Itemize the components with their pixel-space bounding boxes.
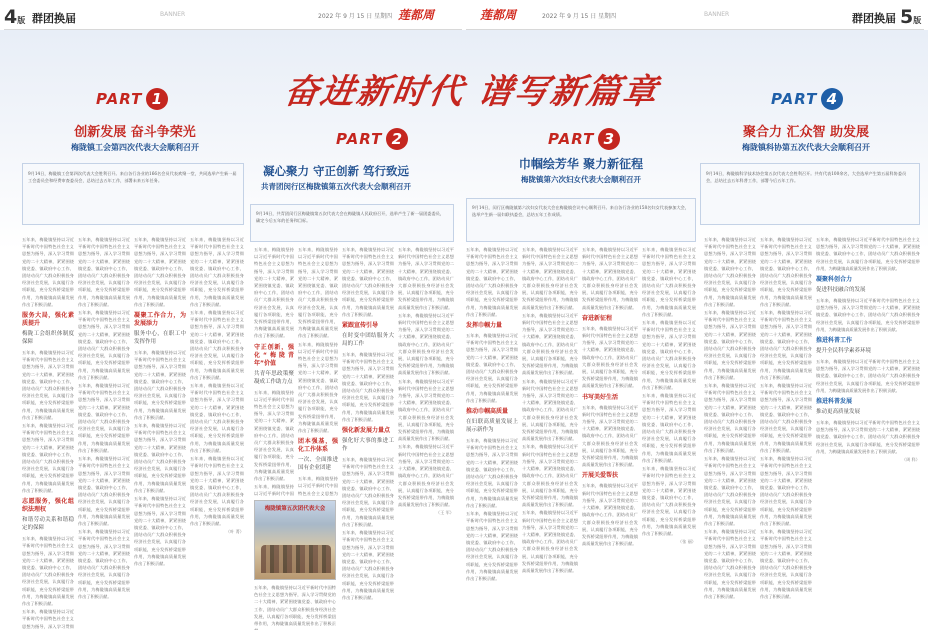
part-4-title: 聚合力 汇众智 助发展: [742, 125, 870, 140]
part-1-column-3: 五年来，梅陇镇坚持以习近平新时代中国特色社会主义思想为指导，深入学习贯彻党的二十大精神，紧紧围绕镇党委、镇政府中心工作，团结动员广大群众积极投身经济社会发展，认真履行各项职能，充分发挥桥梁纽带作用，为梅陇镇高质量发展作出了积极贡献。 凝聚工作合力，为发展添力 服务中心，在职工中发挥作用 五年来，梅陇镇坚持以习近平新时代中国特色社会主义思想为指导，深入学习贯彻党的二十大精神，紧紧围绕镇党委、镇政府中心工作，团结动员广大群众积极投身经济社会发展，认真履行各项职能，充分发挥桥梁纽带作用，为梅陇镇高质量发展作出了积极贡献。 五年来，梅陇镇坚持以习近平新时代中国特色社会主义思想为指导，深入学习贯彻党的二十大精神，紧紧围绕镇党委、镇政府中心工作，团结动员广大群众积极投身经济社会发展，认真履行各项职能，充分发挥桥梁纽带作用，为梅陇镇高质量发展作出了积极贡献。 五年来，梅陇镇坚持以习近平新时代中国特色社会主义思想为指导，深入学习贯彻党的二十大精神，紧紧围绕镇党委、镇政府中心工作，团结动员广大群众积极投身经济社会发展，认真履行各项职能，充分发挥桥梁纽带作用，为梅陇镇高质量发展作出了积极贡献。: [134, 237, 186, 566]
right-date: 2022 年 9 月 15 日 星期四: [542, 13, 617, 20]
part-4-column-3: 五年来，梅陇镇坚持以习近平新时代中国特色社会主义思想为指导，深入学习贯彻党的二十大精神，紧紧围绕镇党委、镇政府中心工作，团结动员广大群众积极投身经济社会发展，认真履行各项职能，充分发挥桥梁纽带作用，为梅陇镇高质量发展作出了积极贡献。 凝聚科创合力 促进科技融合的发展 五年来，梅陇镇坚持以习近平新时代中国特色社会主义思想为指导，深入学习贯彻党的二十大精神，紧紧围绕镇党委、镇政府中心工作，团结动员广大群众积极投身经济社会发展，认真履行各项职能，充分发挥桥梁纽带作用，为梅陇镇高质量发展作出了积极贡献。 推进科普工作 提升全民科学素养环境 五年来，梅陇镇坚持以习近平新时代中国特色社会主义思想为指导，深入学习贯彻党的二十大精神，紧紧围绕镇党委、镇政府中心工作，团结动员广大群众积极投身经济社会发展，认真履行各项职能，充分发挥桥梁纽带作用，为梅陇镇高质量发展作出了积极贡献。 推进科普发展 推动更高质量发展 五年来，梅陇镇坚持以习近平新时代中国特色社会主义思想为指导，深入学习贯彻党的二十大精神，紧紧围绕镇党委、镇政府中心工作，团结动员广大群众积极投身经济社会发展，认真履行各项职能，充分发挥桥梁纽带作用，为梅陇镇高质量发展作出了积极贡献。 （周 科）: [816, 237, 920, 463]
part-3-heading-2: 推动巾帼高质量: [466, 408, 509, 416]
part-1-label: PART 1: [96, 88, 168, 110]
part-3-heading-3: 奋进新征程: [582, 314, 613, 322]
part-4-subheading-1: 促进科技融合的发展: [816, 287, 866, 294]
part-4-label: PART 4: [771, 88, 843, 110]
part-3-title: 巾帼绘芳华 聚力新征程: [518, 157, 644, 171]
right-paper-logo: 莲都周: [480, 8, 517, 22]
part-2-heading-2: 团本强基，强化工作体系: [298, 438, 338, 454]
part-2-subheading-4: 强化好大事的推进工作: [342, 438, 394, 453]
part-2-subheading-3: 在时变中团结服务大局的工作: [342, 333, 394, 348]
part-3-subtitle: 梅陇镇第六次妇女代表大会顺利召开: [521, 175, 641, 184]
part-3-title-block: [468, 155, 694, 185]
part-1-subheading-1: 梅陇工会组织体制度保障: [22, 331, 74, 346]
part-4-column-1: 五年来，梅陇镇坚持以习近平新时代中国特色社会主义思想为指导，深入学习贯彻党的二十大精神，紧紧围绕镇党委、镇政府中心工作，团结动员广大群众积极投身经济社会发展，认真履行各项职能，充分发挥桥梁纽带作用，为梅陇镇高质量发展作出了积极贡献。 五年来，梅陇镇坚持以习近平新时代中国特色社会主义思想为指导，深入学习贯彻党的二十大精神，紧紧围绕镇党委、镇政府中心工作，团结动员广大群众积极投身经济社会发展，认真履行各项职能，充分发挥桥梁纽带作用，为梅陇镇高质量发展作出了积极贡献。 五年来，梅陇镇坚持以习近平新时代中国特色社会主义思想为指导，深入学习贯彻党的二十大精神，紧紧围绕镇党委、镇政府中心工作，团结动员广大群众积极投身经济社会发展，认真履行各项职能，充分发挥桥梁纽带作用，为梅陇镇高质量发展作出了积极贡献。 五年来，梅陇镇坚持以习近平新时代中国特色社会主义思想为指导，深入学习贯彻党的二十大精神，紧紧围绕镇党委、镇政府中心工作，团结动员广大群众积极投身经济社会发展，认真履行各项职能，充分发挥桥梁纽带作用，为梅陇镇高质量发展作出了积极贡献。 五年来，梅陇镇坚持以习近平新时代中国特色社会主义思想为指导，深入学习贯彻党的二十大精神，紧紧围绕镇党委、镇政府中心工作，团结动员广大群众积极投身经济社会发展，认真履行各项职能，充分发挥桥梁纽带作用，为梅陇镇高质量发展作出了积极贡献。: [704, 237, 756, 599]
part-2-label: PART 2: [336, 128, 408, 150]
part-4-intro: 9月14日，梅陇镇科学技术协会第五次代表大会胜利召开。共有代表100余名，大会选举产生第五届科协委员会，总结过去五年科普工作，部署今后五年工作。: [706, 171, 907, 184]
part-2-heading-3: 紧跟宣传引导: [342, 322, 379, 330]
part-1-title: 创新发展 奋斗争荣光: [74, 125, 196, 140]
part-3-column-4: 五年来，梅陇镇坚持以习近平新时代中国特色社会主义思想为指导，深入学习贯彻党的二十大精神，紧紧围绕镇党委、镇政府中心工作，团结动员广大群众积极投身经济社会发展，认真履行各项职能，充分发挥桥梁纽带作用，为梅陇镇高质量发展作出了积极贡献。 五年来，梅陇镇坚持以习近平新时代中国特色社会主义思想为指导，深入学习贯彻党的二十大精神，紧紧围绕镇党委、镇政府中心工作，团结动员广大群众积极投身经济社会发展，认真履行各项职能，充分发挥桥梁纽带作用，为梅陇镇高质量发展作出了积极贡献。 五年来，梅陇镇坚持以习近平新时代中国特色社会主义思想为指导，深入学习贯彻党的二十大精神，紧紧围绕镇党委、镇政府中心工作，团结动员广大群众积极投身经济社会发展，认真履行各项职能，充分发挥桥梁纽带作用，为梅陇镇高质量发展作出了积极贡献。 五年来，梅陇镇坚持以习近平新时代中国特色社会主义思想为指导，深入学习贯彻党的二十大精神，紧紧围绕镇党委、镇政府中心工作，团结动员广大群众积极投身经济社会发展，认真履行各项职能，充分发挥桥梁纽带作用，为梅陇镇高质量发展作出了积极贡献。 （张 丽）: [642, 247, 696, 545]
part-3-label: PART 3: [548, 128, 620, 150]
part-4-subheading-2: 提升全民科学素养环境: [816, 348, 872, 355]
part-2-heading-1: 守正创新，强化“梅陇青年”价值: [254, 343, 294, 367]
part-3-column-2: 五年来，梅陇镇坚持以习近平新时代中国特色社会主义思想为指导，深入学习贯彻党的二十大精神，紧紧围绕镇党委、镇政府中心工作，团结动员广大群众积极投身经济社会发展，认真履行各项职能，充分发挥桥梁纽带作用，为梅陇镇高质量发展作出了积极贡献。 五年来，梅陇镇坚持以习近平新时代中国特色社会主义思想为指导，深入学习贯彻党的二十大精神，紧紧围绕镇党委、镇政府中心工作，团结动员广大群众积极投身经济社会发展，认真履行各项职能，充分发挥桥梁纽带作用，为梅陇镇高质量发展作出了积极贡献。 五年来，梅陇镇坚持以习近平新时代中国特色社会主义思想为指导，深入学习贯彻党的二十大精神，紧紧围绕镇党委、镇政府中心工作，团结动员广大群众积极投身经济社会发展，认真履行各项职能，充分发挥桥梁纽带作用，为梅陇镇高质量发展作出了积极贡献。 五年来，梅陇镇坚持以习近平新时代中国特色社会主义思想为指导，深入学习贯彻党的二十大精神，紧紧围绕镇党委、镇政府中心工作，团结动员广大群众积极投身经济社会发展，认真履行各项职能，充分发挥桥梁纽带作用，为梅陇镇高质量发展作出了积极贡献。 五年来，梅陇镇坚持以习近平新时代中国特色社会主义思想为指导，深入学习贯彻党的二十大精神，紧紧围绕镇党委、镇政府中心工作，团结动员广大群众积极投身经济社会发展，认真履行各项职能，充分发挥桥梁纽带作用，为梅陇镇高质量发展作出了积极贡献。: [522, 247, 578, 573]
right-section-name: 群团换届: [852, 12, 896, 25]
part-4-signature: （周 科）: [901, 457, 920, 463]
part-1-intro: 9月14日，梅陇镇工会第四次代表大会胜利召开。来自各行各业的166名会员代表欢聚一堂，共同选举产生新一届工会委员会和经费审查委员会，总结过去五年工作，部署未来五年任务。: [28, 171, 237, 184]
part-2-column-2: 五年来，梅陇镇坚持以习近平新时代中国特色社会主义思想为指导，深入学习贯彻党的二十大精神，紧紧围绕镇党委、镇政府中心工作，团结动员广大群众积极投身经济社会发展，认真履行各项职能，充分发挥桥梁纽带作用，为梅陇镇高质量发展作出了积极贡献。 五年来，梅陇镇坚持以习近平新时代中国特色社会主义思想为指导，深入学习贯彻党的二十大精神，紧紧围绕镇党委、镇政府中心工作，团结动员广大群众积极投身经济社会发展，认真履行各项职能，充分发挥桥梁纽带作用，为梅陇镇高质量发展作出了积极贡献。 团本强基，强化工作体系 一次、全面推进国有企业团建 五年来，梅陇镇坚持以习近平新时代中国特色社会主义思想为: [298, 247, 338, 496]
part-1-heading-3: 志愿服务，强化组织法理权: [22, 498, 74, 514]
part-3-intro: 9月14日，闵行区梅陇镇第六次妇女代表大会在梅陇镇会议中心顺利召开。来自各行各业的158名妇女代表参加大会，选举产生新一届妇联执委会，总结五年工作成绩。: [472, 205, 689, 218]
part-1-column-4: 五年来，梅陇镇坚持以习近平新时代中国特色社会主义思想为指导，深入学习贯彻党的二十大精神，紧紧围绕镇党委、镇政府中心工作，团结动员广大群众积极投身经济社会发展，认真履行各项职能，充分发挥桥梁纽带作用，为梅陇镇高质量发展作出了积极贡献。 五年来，梅陇镇坚持以习近平新时代中国特色社会主义思想为指导，深入学习贯彻党的二十大精神，紧紧围绕镇党委、镇政府中心工作，团结动员广大群众积极投身经济社会发展，认真履行各项职能，充分发挥桥梁纽带作用，为梅陇镇高质量发展作出了积极贡献。 五年来，梅陇镇坚持以习近平新时代中国特色社会主义思想为指导，深入学习贯彻党的二十大精神，紧紧围绕镇党委、镇政府中心工作，团结动员广大群众积极投身经济社会发展，认真履行各项职能，充分发挥桥梁纽带作用，为梅陇镇高质量发展作出了积极贡献。 五年来，梅陇镇坚持以习近平新时代中国特色社会主义思想为指导，深入学习贯彻党的二十大精神，紧紧围绕镇党委、镇政府中心工作，团结动员广大群众积极投身经济社会发展，认真履行各项职能，充分发挥桥梁纽带作用，为梅陇镇高质量发展作出了积极贡献。 （叶 菁）: [190, 237, 244, 535]
main-title: 奋进新时代 谱写新篇章: [281, 72, 662, 112]
part-2-subtitle: 共青团闵行区梅陇镇第五次代表大会顺利召开: [261, 182, 411, 191]
left-section-name: 群团换届: [32, 12, 76, 25]
part-1-subheading-2: 服务中心，在职工中发挥作用: [134, 331, 186, 346]
part-1-column-1: 五年来，梅陇镇坚持以习近平新时代中国特色社会主义思想为指导，深入学习贯彻党的二十大精神，紧紧围绕镇党委、镇政府中心工作，团结动员广大群众积极投身经济社会发展，认真履行各项职能，充分发挥桥梁纽带作用，为梅陇镇高质量发展作出了积极贡献。 服务大局，强化素质提升 梅陇工会组织体制度保障 五年来，梅陇镇坚持以习近平新时代中国特色社会主义思想为指导，深入学习贯彻党的二十大精神，紧紧围绕镇党委、镇政府中心工作，团结动员广大群众积极投身经济社会发展，认真履行各项职能，充分发挥桥梁纽带作用，为梅陇镇高质量发展作出了积极贡献。 五年来，梅陇镇坚持以习近平新时代中国特色社会主义思想为指导，深入学习贯彻党的二十大精神，紧紧围绕镇党委、镇政府中心工作，团结动员广大群众积极投身经济社会发展，认真履行各项职能，充分发挥桥梁纽带作用，为梅陇镇高质量发展作出了积极贡献。 志愿服务，强化组织法理权 和谐劳动关系和谐稳定的保障 五年来，梅陇镇坚持以习近平新时代中国特色社会主义思想为指导，深入学习贯彻党的二十大精神，紧紧围绕镇党委、镇政府中心工作，团结动员广大群众积极投身经济社会发展，认真履行各项职能，充分发挥桥梁纽带作用，为梅陇镇高质量发展作出了积极贡献。 五年来，梅陇镇坚持以习近平新时代中国特色社会主义思想为指导，深入学习贯彻: [22, 237, 74, 629]
part-1-subheading-3: 和谐劳动关系和谐稳定的保障: [22, 517, 74, 532]
left-page-header: [0, 0, 464, 30]
part-4-subtitle: 梅陇镇科协第五次代表大会顺利召开: [742, 143, 870, 152]
part-4-subheading-3: 推动更高质量发展: [816, 409, 861, 416]
right-banner-text: BANNER: [704, 11, 730, 18]
photo-people-shape: [261, 545, 331, 573]
part-3-heading-4: 书写美好生活: [582, 393, 619, 401]
part-4-column-2: 五年来，梅陇镇坚持以习近平新时代中国特色社会主义思想为指导，深入学习贯彻党的二十大精神，紧紧围绕镇党委、镇政府中心工作，团结动员广大群众积极投身经济社会发展，认真履行各项职能，充分发挥桥梁纽带作用，为梅陇镇高质量发展作出了积极贡献。 五年来，梅陇镇坚持以习近平新时代中国特色社会主义思想为指导，深入学习贯彻党的二十大精神，紧紧围绕镇党委、镇政府中心工作，团结动员广大群众积极投身经济社会发展，认真履行各项职能，充分发挥桥梁纽带作用，为梅陇镇高质量发展作出了积极贡献。 五年来，梅陇镇坚持以习近平新时代中国特色社会主义思想为指导，深入学习贯彻党的二十大精神，紧紧围绕镇党委、镇政府中心工作，团结动员广大群众积极投身经济社会发展，认真履行各项职能，充分发挥桥梁纽带作用，为梅陇镇高质量发展作出了积极贡献。 五年来，梅陇镇坚持以习近平新时代中国特色社会主义思想为指导，深入学习贯彻党的二十大精神，紧紧围绕镇党委、镇政府中心工作，团结动员广大群众积极投身经济社会发展，认真履行各项职能，充分发挥桥梁纽带作用，为梅陇镇高质量发展作出了积极贡献。 五年来，梅陇镇坚持以习近平新时代中国特色社会主义思想为指导，深入学习贯彻党的二十大精神，紧紧围绕镇党委、镇政府中心工作，团结动员广大群众积极投身经济社会发展，认真履行各项职能，充分发挥桥梁纽带作用，为梅陇镇高质量发展作出了积极贡献。: [760, 237, 812, 599]
part-1-heading-1: 服务大局，强化素质提升: [22, 312, 74, 328]
part-3-subheading-2: 在妇联高质量发展上展示新作为: [466, 419, 518, 434]
part-1-subtitle: 梅陇镇工会第四次代表大会顺利召开: [71, 143, 199, 152]
part-2-subheading-2: 一次、全面推进国有企业团建: [298, 457, 338, 472]
part-4-heading-1: 凝聚科创合力: [816, 276, 853, 284]
part-1-column-2: 五年来，梅陇镇坚持以习近平新时代中国特色社会主义思想为指导，深入学习贯彻党的二十大精神，紧紧围绕镇党委、镇政府中心工作，团结动员广大群众积极投身经济社会发展，认真履行各项职能，充分发挥桥梁纽带作用，为梅陇镇高质量发展作出了积极贡献。 五年来，梅陇镇坚持以习近平新时代中国特色社会主义思想为指导，深入学习贯彻党的二十大精神，紧紧围绕镇党委、镇政府中心工作，团结动员广大群众积极投身经济社会发展，认真履行各项职能，充分发挥桥梁纽带作用，为梅陇镇高质量发展作出了积极贡献。 五年来，梅陇镇坚持以习近平新时代中国特色社会主义思想为指导，深入学习贯彻党的二十大精神，紧紧围绕镇党委、镇政府中心工作，团结动员广大群众积极投身经济社会发展，认真履行各项职能，充分发挥桥梁纽带作用，为梅陇镇高质量发展作出了积极贡献。 五年来，梅陇镇坚持以习近平新时代中国特色社会主义思想为指导，深入学习贯彻党的二十大精神，紧紧围绕镇党委、镇政府中心工作，团结动员广大群众积极投身经济社会发展，认真履行各项职能，充分发挥桥梁纽带作用，为梅陇镇高质量发展作出了积极贡献。 五年来，梅陇镇坚持以习近平新时代中国特色社会主义思想为指导，深入学习贯彻党的二十大精神，紧紧围绕镇党委、镇政府中心工作，团结动员广大群众积极投身经济社会发展，认真履行各项职能，充分发挥桥梁纽带作用，为梅陇镇高质量发展作出了积极贡献。: [78, 237, 130, 599]
part-2-subheading-1: 共青年思政策聚凝成工作助力点: [254, 370, 294, 385]
part-1-title-block: [40, 121, 230, 153]
part-2-photo-banner: 梅陇镇第五次团代表大会: [264, 506, 326, 512]
part-2-heading-4: 强化新发展力量点: [342, 427, 391, 435]
part-4-heading-2: 推进科普工作: [816, 337, 853, 345]
part-2-intro: 9月14日，共青团闵行区梅陇镇第五次代表大会在梅陇镇人民政府召开，选举产生了新一届团委委员，确定今后五年的任务和目标。: [256, 211, 445, 224]
part-2-column-4: 五年来，梅陇镇坚持以习近平新时代中国特色社会主义思想为指导，深入学习贯彻党的二十大精神，紧紧围绕镇党委、镇政府中心工作，团结动员广大群众积极投身经济社会发展，认真履行各项职能，充分发挥桥梁纽带作用，为梅陇镇高质量发展作出了积极贡献。 五年来，梅陇镇坚持以习近平新时代中国特色社会主义思想为指导，深入学习贯彻党的二十大精神，紧紧围绕镇党委、镇政府中心工作，团结动员广大群众积极投身经济社会发展，认真履行各项职能，充分发挥桥梁纽带作用，为梅陇镇高质量发展作出了积极贡献。 五年来，梅陇镇坚持以习近平新时代中国特色社会主义思想为指导，深入学习贯彻党的二十大精神，紧紧围绕镇党委、镇政府中心工作，团结动员广大群众积极投身经济社会发展，认真履行各项职能，充分发挥桥梁纽带作用，为梅陇镇高质量发展作出了积极贡献。 五年来，梅陇镇坚持以习近平新时代中国特色社会主义思想为指导，深入学习贯彻党的二十大精神，紧紧围绕镇党委、镇政府中心工作，团结动员广大群众积极投身经济社会发展，认真履行各项职能，充分发挥桥梁纽带作用，为梅陇镇高质量发展作出了积极贡献。 （王 军）: [398, 247, 454, 516]
part-4-title-block: [708, 121, 904, 153]
part-2-column-1: 五年来，梅陇镇坚持以习近平新时代中国特色社会主义思想为指导，深入学习贯彻党的二十大精神，紧紧围绕镇党委、镇政府中心工作，团结动员广大群众积极投身经济社会发展，认真履行各项职能，充分发挥桥梁纽带作用，为梅陇镇高质量发展作出了积极贡献。 守正创新，强化“梅陇青年”价值 共青年思政策聚凝成工作助力点 五年来，梅陇镇坚持以习近平新时代中国特色社会主义思想为指导，深入学习贯彻党的二十大精神，紧紧围绕镇党委、镇政府中心工作，团结动员广大群众积极投身经济社会发展，认真履行各项职能，充分发挥桥梁纽带作用，为梅陇镇高质量发展作出了积极贡献。 五年来，梅陇镇坚持以习近平新时代中国: [254, 247, 294, 496]
part-3-column-1: 五年来，梅陇镇坚持以习近平新时代中国特色社会主义思想为指导，深入学习贯彻党的二十大精神，紧紧围绕镇党委、镇政府中心工作，团结动员广大群众积极投身经济社会发展，认真履行各项职能，充分发挥桥梁纽带作用，为梅陇镇高质量发展作出了积极贡献。 发挥巾帼力量 五年来，梅陇镇坚持以习近平新时代中国特色社会主义思想为指导，深入学习贯彻党的二十大精神，紧紧围绕镇党委、镇政府中心工作，团结动员广大群众积极投身经济社会发展，认真履行各项职能，充分发挥桥梁纽带作用，为梅陇镇高质量发展作出了积极贡献。 推动巾帼高质量 在妇联高质量发展上展示新作为 五年来，梅陇镇坚持以习近平新时代中国特色社会主义思想为指导，深入学习贯彻党的二十大精神，紧紧围绕镇党委、镇政府中心工作，团结动员广大群众积极投身经济社会发展，认真履行各项职能，充分发挥桥梁纽带作用，为梅陇镇高质量发展作出了积极贡献。 五年来，梅陇镇坚持以习近平新时代中国特色社会主义思想为指导，深入学习贯彻党的二十大精神，紧紧围绕镇党委、镇政府中心工作，团结动员广大群众积极投身经济社会发展，认真履行各项职能，充分发挥桥梁纽带作用，为梅陇镇高质量发展作出了积极贡献。: [466, 247, 518, 581]
part-1-heading-2: 凝聚工作合力，为发展添力: [134, 312, 186, 328]
part-2-title: 凝心聚力 守正创新 笃行致远: [262, 164, 409, 178]
part-1-signature: （叶 菁）: [225, 529, 244, 535]
left-paper-logo: 莲都周: [398, 8, 435, 22]
part-3-column-3: 五年来，梅陇镇坚持以习近平新时代中国特色社会主义思想为指导，深入学习贯彻党的二十大精神，紧紧围绕镇党委、镇政府中心工作，团结动员广大群众积极投身经济社会发展，认真履行各项职能，充分发挥桥梁纽带作用，为梅陇镇高质量发展作出了积极贡献。 奋进新征程 五年来，梅陇镇坚持以习近平新时代中国特色社会主义思想为指导，深入学习贯彻党的二十大精神，紧紧围绕镇党委、镇政府中心工作，团结动员广大群众积极投身经济社会发展，认真履行各项职能，充分发挥桥梁纽带作用，为梅陇镇高质量发展作出了积极贡献。 书写美好生活 五年来，梅陇镇坚持以习近平新时代中国特色社会主义思想为指导，深入学习贯彻党的二十大精神，紧紧围绕镇党委、镇政府中心工作，团结动员广大群众积极投身经济社会发展，认真履行各项职能，充分发挥桥梁纽带作用，为梅陇镇高质量发展作出了积极贡献。 开展关爱帮扶 五年来，梅陇镇坚持以习近平新时代中国特色社会主义思想为指导，深入学习贯彻党的二十大精神，紧紧围绕镇党委、镇政府中心工作，团结动员广大群众积极投身经济社会发展，认真履行各项职能，充分发挥桥梁纽带作用，为梅陇镇高质量发展作出了积极贡献。: [582, 247, 638, 547]
part-2-signature: （王 军）: [435, 510, 454, 516]
right-page-header: [464, 0, 928, 30]
part-3-heading-1: 发挥巾帼力量: [466, 322, 503, 330]
part-4-heading-3: 推进科普发展: [816, 398, 853, 406]
part-3-heading-5: 开展关爱帮扶: [582, 472, 619, 480]
left-date: 2022 年 9 月 15 日 星期四: [318, 13, 393, 20]
left-banner-text: BANNER: [160, 11, 186, 18]
part-2-photo: [254, 500, 336, 580]
part-2-photo-text: 五年来，梅陇镇坚持以习近平新时代中国特色社会主义思想为指导，深入学习贯彻党的二十大精神，紧紧围绕镇党委、镇政府中心工作，团结动员广大群众积极投身经济社会发展，认真履行各项职能，充分发挥桥梁纽带作用，为梅陇镇高质量发展作出了积极贡: [254, 585, 336, 627]
right-page-number: 5版: [900, 6, 922, 28]
part-2-title-block: [240, 163, 432, 192]
part-3-signature: （张 丽）: [677, 539, 696, 545]
part-2-column-3: 五年来，梅陇镇坚持以习近平新时代中国特色社会主义思想为指导，深入学习贯彻党的二十大精神，紧紧围绕镇党委、镇政府中心工作，团结动员广大群众积极投身经济社会发展，认真履行各项职能，充分发挥桥梁纽带作用，为梅陇镇高质量发展作出了积极贡献。 紧跟宣传引导 在时变中团结服务大局的工作 五年来，梅陇镇坚持以习近平新时代中国特色社会主义思想为指导，深入学习贯彻党的二十大精神，紧紧围绕镇党委、镇政府中心工作，团结动员广大群众积极投身经济社会发展，认真履行各项职能，充分发挥桥梁纽带作用，为梅陇镇高质量发展作出了积极贡献。 强化新发展力量点 强化好大事的推进工作 五年来，梅陇镇坚持以习近平新时代中国特色社会主义思想为指导，深入学习贯彻党的二十大精神，紧紧围绕镇党委、镇政府中心工作，团结动员广大群众积极投身经济社会发展，认真履行各项职能，充分发挥桥梁纽带作用，为梅陇镇高质量发展作出了积极贡献。 五年来，梅陇镇坚持以习近平新时代中国特色社会主义思想为指导，深入学习贯彻党的二十大精神，紧紧围绕镇党委、镇政府中心工作，团结动员广大群众积极投身经济社会发展，认真履行各项职能，充分发挥桥梁纽带作用，为梅陇镇高质量发展作出了积极贡献。: [342, 247, 394, 600]
left-page-number: 4版: [4, 6, 26, 28]
